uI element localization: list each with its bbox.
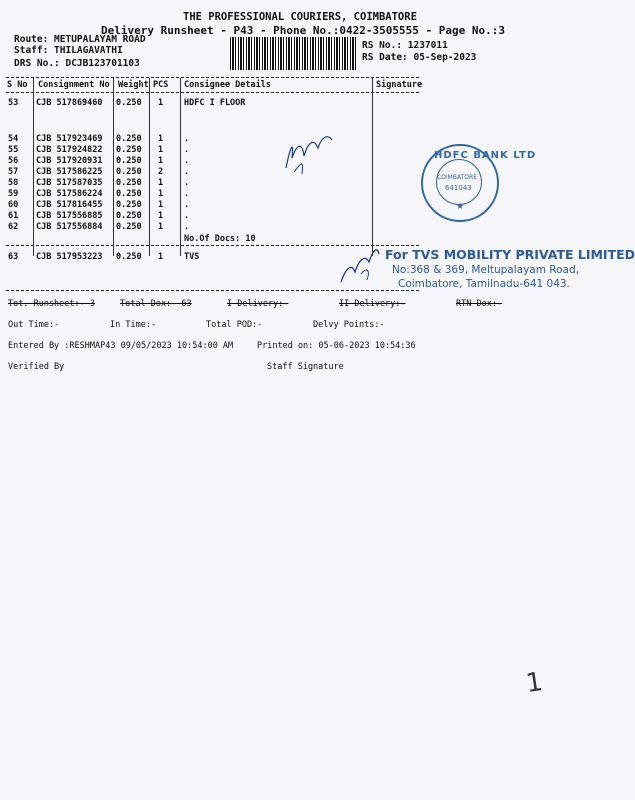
cell-weight: 0.250 [116,222,142,232]
col-divider [372,78,373,256]
rs-number: RS No.: 1237011 [362,40,448,51]
cell-details: TVS [184,252,200,262]
cell-weight: 0.250 [116,252,142,262]
stamp-city: COIMBATORE [437,174,477,181]
cell-pcs: 1 [158,252,164,262]
cell-pcs: 2 [158,167,164,177]
verified-by: Verified By [8,362,65,372]
cell-consignment: CJB 517869460 [36,98,103,108]
handwritten-signature-tvs [335,240,385,288]
staff-label: Staff: THILAGAVATHI [14,45,123,56]
cell-consignment: CJB 517816455 [36,200,103,210]
cell-consignment: CJB 517953223 [36,252,103,262]
cell-pcs: 1 [158,145,164,155]
cell-weight: 0.250 [116,178,142,188]
stamp-star-icon: ★ [456,202,465,212]
cell-consignment: CJB 517920931 [36,156,103,166]
cell-weight: 0.250 [116,167,142,177]
cell-sno: 60 [8,200,19,210]
col-consignee: Consignee Details [184,80,271,90]
cell-sno: 56 [8,156,19,166]
cell-pcs: 1 [158,156,164,166]
printed-on: Printed on: 05-06-2023 10:54:36 [257,341,416,351]
col-consignment: Consignment No [38,80,110,90]
cell-consignment: CJB 517586224 [36,189,103,199]
stamp-bank-name: HDFC BANK LTD [434,150,537,161]
rtn-dox: RTN Dox:- [456,299,503,309]
stamp-inner-ring [436,159,482,205]
cell-weight: 0.250 [116,189,142,199]
tot-runsheet: Tot. Runsheet:- 3 [8,299,95,309]
col-weight: Weight [118,80,149,90]
total-dox: Total Dox:- 63 [120,299,192,309]
cell-pcs: 1 [158,189,164,199]
cell-weight: 0.250 [116,98,142,108]
cell-consignment: CJB 517587035 [36,178,103,188]
cell-pcs: 1 [158,211,164,221]
tvs-stamp-title: For TVS MOBILITY PRIVATE LIMITED [385,247,635,262]
cell-sno: 59 [8,189,19,199]
col-signature: Signature [376,80,423,90]
cell-sno: 57 [8,167,19,177]
delvy-points: Delvy Points:- [313,320,385,330]
table-bottom-rule [6,290,419,291]
hdfc-bank-stamp [421,144,537,222]
cell-details: . [184,178,190,188]
handwritten-signature-hdfc [280,128,340,178]
cell-details: . [184,134,190,144]
ii-delivery: II Delivery:- [339,299,406,309]
col-divider [113,78,114,256]
cell-sno: 54 [8,134,19,144]
cell-sno: 53 [8,98,19,108]
col-pcs: PCS [153,80,169,90]
cell-consignment: CJB 517586225 [36,167,103,177]
cell-consignment: CJB 517924822 [36,145,103,155]
tvs-stamp-address: No:368 & 369, Meltupalayam Road, [392,264,579,276]
total-pod: Total POD:- [206,320,263,330]
out-time: Out Time:- [8,320,60,330]
cell-weight: 0.250 [116,134,142,144]
barcode [230,37,356,70]
cell-details: . [184,211,190,221]
cell-pcs: 1 [158,178,164,188]
drs-number: DRS No.: DCJB123701103 [14,58,140,69]
cell-pcs: 1 [158,98,164,108]
company-name: THE PROFESSIONAL COURIERS, COIMBATORE [183,11,417,23]
cell-sno: 58 [8,178,19,188]
cell-details: HDFC I FLOOR [184,98,246,108]
cell-sno: 61 [8,211,19,221]
runsheet-title: Delivery Runsheet - P43 - Phone No.:0422-3505555 - Page No.:3 [101,24,505,37]
col-sno: S No [7,80,28,90]
stamp-pin: 641043 [445,184,472,192]
rs-date: RS Date: 05-Sep-2023 [362,52,477,63]
cell-consignment: CJB 517556884 [36,222,103,232]
cell-weight: 0.250 [116,200,142,210]
entered-by: Entered By :RESHMAP43 09/05/2023 10:54:00 AM [8,341,234,351]
in-time: In Time:- [110,320,157,330]
cell-consignment: CJB 517923469 [36,134,103,144]
cell-consignment: CJB 517556885 [36,211,103,221]
cell-pcs: 1 [158,200,164,210]
col-divider [33,78,34,256]
cell-sno: 55 [8,145,19,155]
cell-pcs: 1 [158,134,164,144]
staff-signature: Staff Signature [267,362,344,372]
cell-details: . [184,156,190,166]
no-of-docs: No.Of Docs: 10 [184,234,256,244]
cell-weight: 0.250 [116,211,142,221]
route-label: Route: METUPALAYAM ROAD [14,34,146,45]
cell-weight: 0.250 [116,145,142,155]
cell-details: . [184,200,190,210]
handwritten-page-number: 1 [523,666,545,700]
col-divider [180,78,181,256]
cell-sno: 62 [8,222,19,232]
table-header-rule [6,92,419,93]
table-top-rule [6,77,419,78]
cell-details: . [184,167,190,177]
cell-sno: 63 [8,252,19,262]
cell-weight: 0.250 [116,156,142,166]
tvs-stamp-city: Coimbatore, Tamilnadu-641 043. [398,278,570,290]
cell-details: . [184,222,190,232]
i-delivery: I Delivery:- [227,299,289,309]
col-divider [149,78,150,256]
cell-pcs: 1 [158,222,164,232]
cell-details: . [184,145,190,155]
cell-details: . [184,189,190,199]
